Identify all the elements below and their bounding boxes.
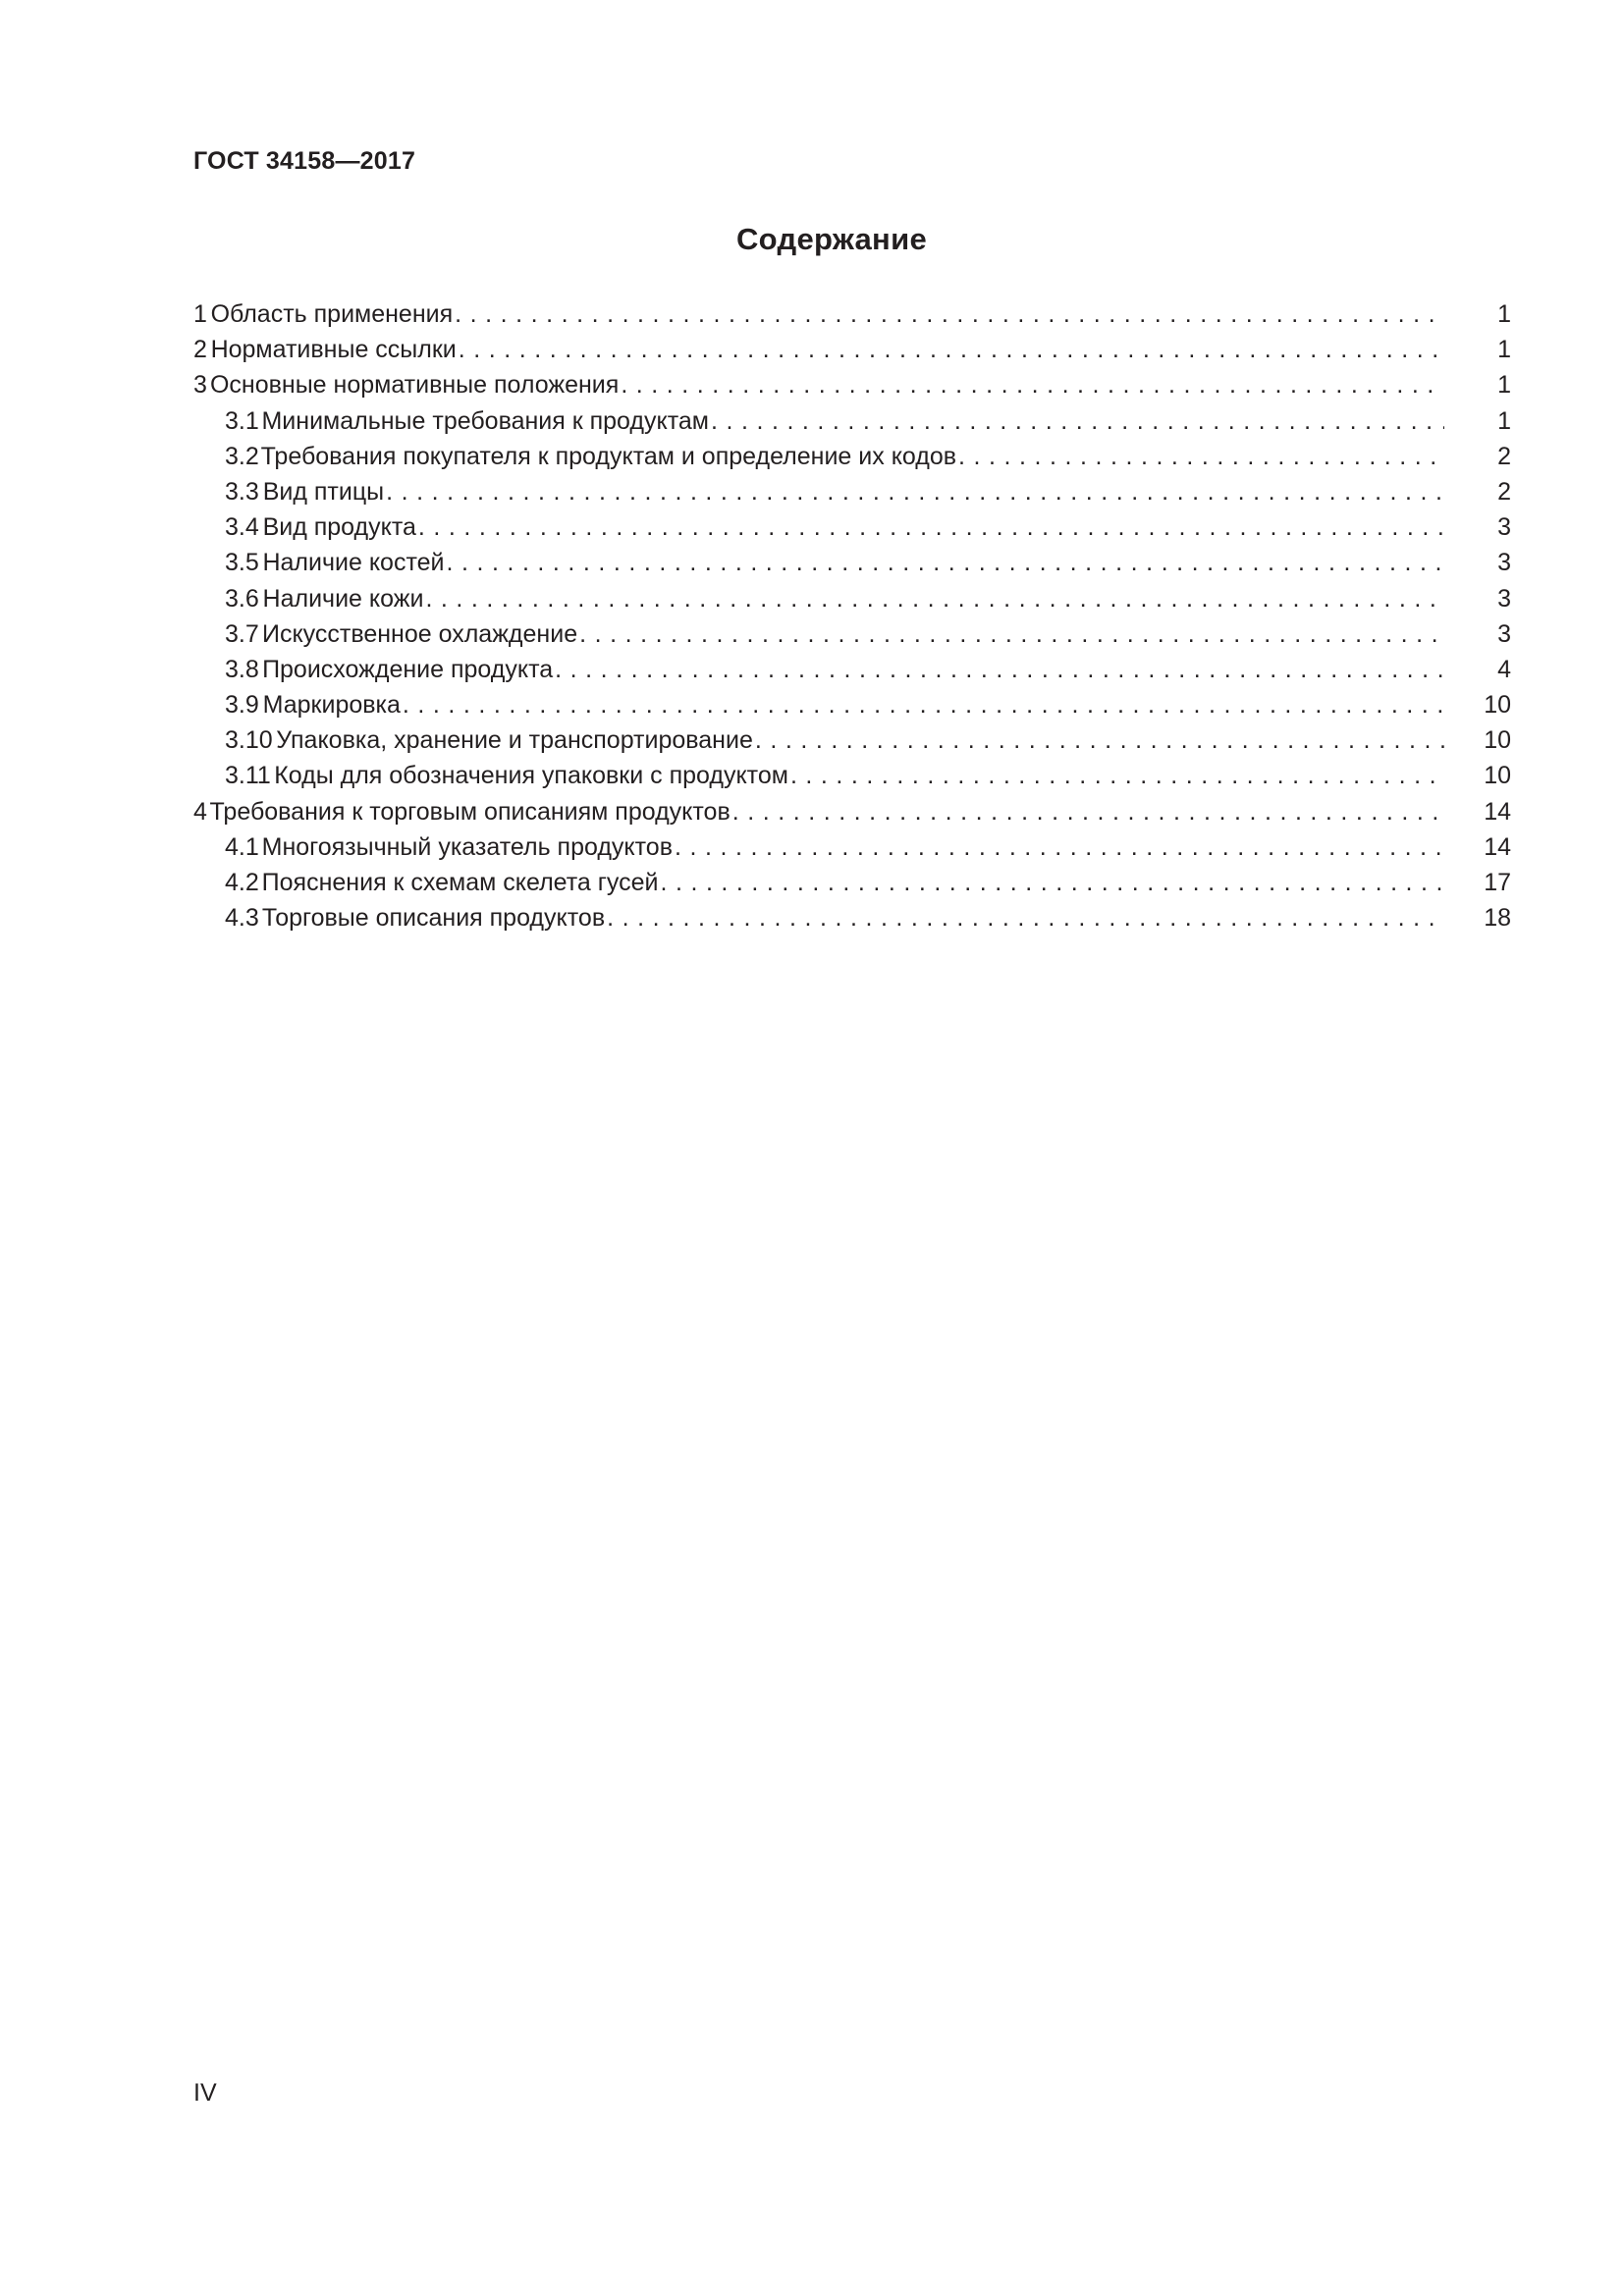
toc-entry-text: Наличие костей (262, 549, 445, 577)
toc-entry[interactable] (193, 474, 1511, 509)
page-number: IV (193, 2079, 217, 2107)
toc-entry-page: 1 (1497, 336, 1511, 364)
toc-entry-number: 3.10 (225, 726, 273, 755)
toc-entry-number: 3.4 (225, 513, 259, 542)
toc-entry[interactable] (193, 722, 1511, 758)
toc-dot-leader (418, 509, 1444, 545)
toc-entry-number: 4.2 (225, 869, 259, 896)
toc-entry-text: Требования покупателя к продуктам и определение их кодов (260, 442, 957, 470)
toc-dot-leader (425, 581, 1444, 616)
toc-dot-leader (958, 439, 1444, 474)
toc-title: Содержание (736, 222, 927, 256)
toc-entry[interactable] (193, 367, 1511, 402)
toc-entry-number: 3.3 (225, 477, 259, 506)
toc-entry-text: Вид продукта (262, 513, 416, 542)
toc-entry-page: 3 (1497, 549, 1511, 577)
toc-dot-leader (403, 687, 1444, 722)
toc-dot-leader (621, 367, 1444, 402)
toc-entry-number: 4.3 (225, 904, 259, 933)
toc-dot-leader (446, 545, 1444, 580)
toc-entry-page: 10 (1484, 691, 1511, 720)
toc-entry-number: 1 (193, 300, 207, 328)
toc-entry[interactable] (193, 794, 1511, 829)
toc-dot-leader (711, 403, 1444, 439)
toc-entry-text: Минимальные требования к продуктам (261, 406, 709, 435)
toc-entry-number: 4.1 (225, 832, 259, 861)
toc-dot-leader (675, 829, 1444, 865)
toc-entry-page: 18 (1484, 904, 1511, 933)
toc-entry-text: Искусственное охлаждение (261, 619, 578, 648)
toc-entry-number: 3.2 (225, 442, 259, 470)
toc-entry-number: 4 (193, 797, 207, 826)
toc-entry-page: 3 (1497, 513, 1511, 542)
toc-entry-page: 1 (1497, 406, 1511, 435)
toc-entry[interactable] (193, 439, 1511, 474)
toc-dot-leader (555, 652, 1444, 687)
toc-entry[interactable] (193, 509, 1511, 545)
toc-entry-text: Происхождение продукта (262, 655, 554, 683)
toc-dot-leader (579, 616, 1444, 652)
toc-entry-text: Коды для обозначения упаковки с продуктом (274, 762, 788, 790)
toc-entry[interactable] (193, 616, 1511, 652)
toc-entry[interactable] (193, 581, 1511, 616)
toc-entry[interactable] (193, 403, 1511, 439)
toc-entry-page: 3 (1497, 619, 1511, 648)
toc-entry-page: 1 (1497, 300, 1511, 328)
table-of-contents (193, 296, 1511, 935)
toc-entry-number: 3.5 (225, 549, 259, 577)
toc-entry[interactable] (193, 652, 1511, 687)
toc-entry[interactable] (193, 829, 1511, 865)
toc-dot-leader (790, 758, 1444, 793)
toc-entry-page: 14 (1484, 832, 1511, 861)
toc-entry-number: 3.6 (225, 584, 259, 613)
toc-entry-page: 2 (1497, 477, 1511, 506)
toc-entry-number: 3 (193, 371, 207, 400)
toc-dot-leader (755, 722, 1444, 758)
toc-entry-number: 3.9 (225, 691, 259, 720)
toc-entry-text: Упаковка, хранение и транспортирование (276, 726, 753, 755)
toc-entry-page: 10 (1484, 726, 1511, 755)
toc-dot-leader (386, 474, 1444, 509)
toc-entry-text: Маркировка (262, 691, 401, 720)
toc-entry-text: Область применения (210, 300, 454, 328)
toc-entry[interactable] (193, 296, 1511, 332)
toc-entry-text: Основные нормативные положения (209, 371, 620, 400)
toc-entry[interactable] (193, 687, 1511, 722)
toc-entry-text: Пояснения к схемам скелета гусей (261, 869, 659, 896)
toc-entry[interactable] (193, 545, 1511, 580)
toc-entry[interactable] (193, 900, 1511, 935)
toc-entry-page: 3 (1497, 584, 1511, 613)
toc-entry[interactable] (193, 332, 1511, 367)
toc-entry[interactable] (193, 865, 1511, 900)
toc-entry[interactable] (193, 758, 1511, 793)
toc-entry-number: 2 (193, 336, 207, 364)
toc-entry-number: 3.8 (225, 655, 259, 683)
toc-entry-number: 3.7 (225, 619, 259, 648)
toc-entry-page: 2 (1497, 442, 1511, 470)
toc-entry-number: 3.11 (225, 762, 271, 790)
toc-entry-page: 14 (1484, 797, 1511, 826)
toc-entry-text: Вид птицы (262, 477, 385, 506)
toc-dot-leader (455, 296, 1444, 332)
toc-entry-page: 4 (1497, 655, 1511, 683)
toc-entry-page: 1 (1497, 371, 1511, 400)
toc-dot-leader (660, 865, 1444, 900)
toc-dot-leader (607, 900, 1444, 935)
toc-entry-text: Требования к торговым описаниям продуктов (209, 797, 731, 826)
toc-entry-text: Торговые описания продуктов (261, 904, 606, 933)
toc-entry-text: Наличие кожи (262, 584, 424, 613)
toc-entry-page: 17 (1484, 869, 1511, 896)
toc-entry-text: Многоязычный указатель продуктов (261, 832, 673, 861)
toc-dot-leader (732, 794, 1444, 829)
toc-entry-page: 10 (1484, 762, 1511, 790)
toc-entry-text: Нормативные ссылки (210, 336, 457, 364)
document-id: ГОСТ 34158—2017 (193, 147, 416, 175)
toc-entry-number: 3.1 (225, 406, 259, 435)
toc-dot-leader (459, 332, 1444, 367)
